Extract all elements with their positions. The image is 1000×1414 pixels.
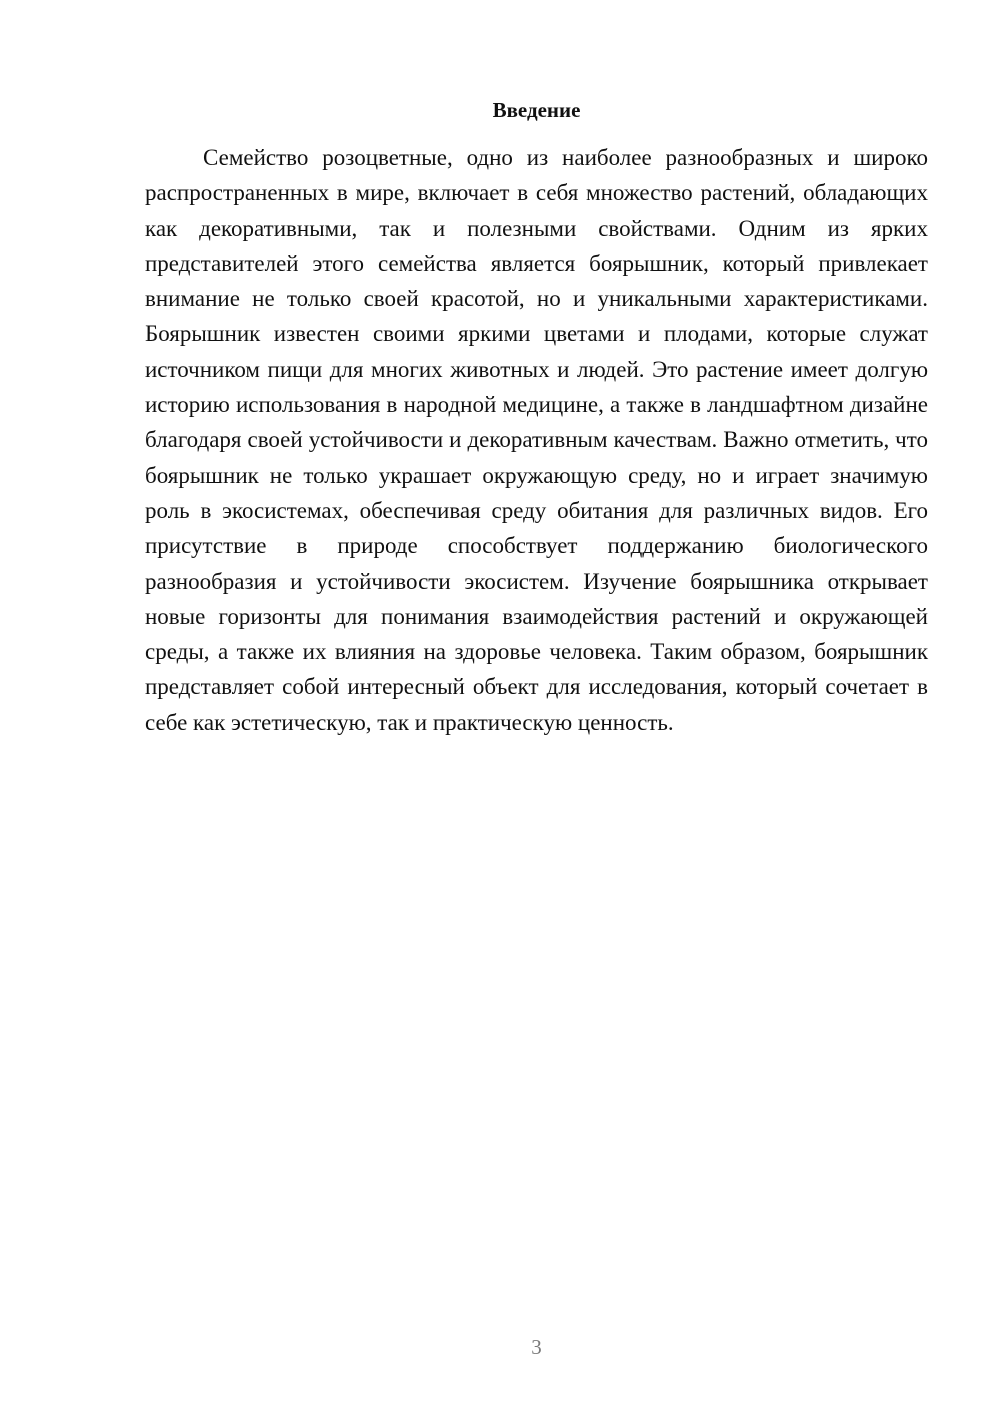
page-number: 3 (531, 1335, 542, 1359)
section-heading: Введение (492, 98, 581, 122)
body-paragraph: Семейство розоцветные, одно из наиболее разнообразных и широко распространенных в мире, включает в себя множество растений, обладающих как декоративными, так и полезными свойствами. Одним из ярких представителей этого семейства является боярышник, который привлекает внимание не только своей красотой, но и уникальными характеристиками. Боярышник известен своими яркими цветами и плодами, которые служат источником пищи для многих животных и людей. Это растение имеет долгую историю использования в народной медицине, а также в ландшафтном дизайне благодаря своей устойчивости и декоративным качествам. Важно отметить, что боярышник не только украшает окружающую среду, но и играет значимую роль в экосистемах, обеспечивая среду обитания для различных видов. Его присутствие в природе способствует поддержанию биологического разнообразия и устойчивости экосистем. Изучение боярышника открывает новые горизонты для понимания взаимодействия растений и окружающей среды, а также их влияния на здоровье человека. Таким образом, боярышник представляет собой интересный объект для исследования, который сочетает в себе как эстетическую, так и практическую ценность. (145, 145, 928, 735)
